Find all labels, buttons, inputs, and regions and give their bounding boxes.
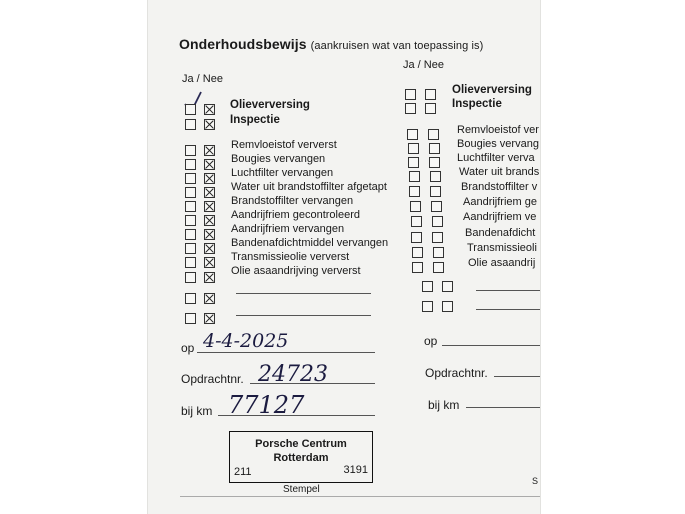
nee-checkbox[interactable] [204,173,215,184]
nee-checkbox[interactable] [428,129,439,140]
ja-checkbox[interactable] [405,103,416,114]
ja-checkbox[interactable] [185,187,196,198]
ja-checkbox[interactable] [408,143,419,154]
ja-checkbox[interactable] [407,129,418,140]
form-title [179,36,483,52]
ja-checkbox[interactable] [185,145,196,156]
edge-letter: S [532,476,539,486]
right-km-line [466,407,540,408]
ja-checkbox[interactable] [412,247,423,258]
nee-checkbox[interactable] [430,186,441,197]
ja-checkbox[interactable] [422,281,433,292]
right-blank-line [476,290,540,291]
nee-checkbox[interactable] [433,262,444,273]
ja-checkbox[interactable] [405,89,416,100]
ja-checkbox[interactable] [185,104,196,115]
ja-checkbox[interactable] [411,216,422,227]
nee-checkbox[interactable] [431,201,442,212]
right-item: Brandstoffilter v [461,181,538,193]
nee-checkbox[interactable] [429,143,440,154]
stamp-left-number: 211 [234,466,252,478]
nee-checkbox[interactable] [432,232,443,243]
right-header-olieverversing: Olieverversing [452,84,532,96]
right-item: Aandrijfriem ge [463,196,537,208]
handwritten-date: 4-4-2025 [203,330,289,352]
left-item: Aandrijfriem vervangen [231,223,345,235]
ja-checkbox[interactable] [409,186,420,197]
stamp-line2: Rotterdam [273,452,329,464]
op-line [197,352,375,353]
ja-checkbox[interactable] [185,257,196,268]
right-item: Water uit brands [459,166,540,178]
ja-checkbox[interactable] [185,293,196,304]
ja-checkbox[interactable] [411,232,422,243]
nee-checkbox[interactable] [204,257,215,268]
right-header-inspectie: Inspectie [452,98,502,110]
nee-checkbox[interactable] [204,145,215,156]
opdracht-label: Opdrachtnr. [181,372,244,386]
left-item: Luchtfilter vervangen [231,167,334,179]
left-item: Bougies vervangen [231,153,326,165]
nee-checkbox[interactable] [204,187,215,198]
ja-checkbox[interactable] [185,119,196,130]
ja-checkbox[interactable] [185,272,196,283]
nee-checkbox[interactable] [425,89,436,100]
ja-checkbox[interactable] [185,173,196,184]
right-op-label: op [424,334,438,348]
nee-checkbox[interactable] [433,247,444,258]
left-header-olieverversing: Olieverversing [230,99,310,111]
km-label: bij km [181,404,213,418]
left-blank-line [236,293,371,294]
nee-checkbox[interactable] [204,119,215,130]
right-item: Bougies vervang [457,138,539,150]
left-item: Water uit brandstoffilter afgetapt [231,181,387,193]
left-item: Remvloeistof ververst [231,139,337,151]
ja-checkbox[interactable] [410,201,421,212]
nee-checkbox[interactable] [204,104,215,115]
handwritten-opdrachtnr: 24723 [258,362,328,387]
ja-checkbox[interactable] [185,201,196,212]
title-text: Onderhoudsbewijs [179,36,307,52]
nee-checkbox[interactable] [204,293,215,304]
right-item: Olie asaandrij [468,257,536,269]
ja-checkbox[interactable] [409,171,420,182]
left-item: Aandrijfriem gecontroleerd [231,209,361,221]
nee-checkbox[interactable] [204,272,215,283]
title-subtitle: (aankruisen wat van toepassing is) [310,40,484,52]
ja-checkbox[interactable] [185,313,196,324]
right-opdracht-label: Opdrachtnr. [425,366,488,380]
ja-checkbox[interactable] [412,262,423,273]
stempel-label: Stempel [283,484,320,495]
bottom-line [180,496,540,497]
left-item: Transmissieolie ververst [231,251,350,263]
right-item: Transmissieoli [467,242,537,254]
nee-checkbox[interactable] [204,313,215,324]
nee-checkbox[interactable] [204,243,215,254]
nee-checkbox[interactable] [442,281,453,292]
left-header-inspectie: Inspectie [230,114,280,126]
ja-checkbox[interactable] [185,215,196,226]
right-item: Luchtfilter verva [457,152,535,164]
ja-checkbox[interactable] [185,229,196,240]
right-op-line [442,345,540,346]
ja-checkbox[interactable] [422,301,433,312]
nee-checkbox[interactable] [204,201,215,212]
left-item: Bandenafdichtmiddel vervangen [231,237,389,249]
stamp-line1: Porsche Centrum [255,438,347,450]
nee-checkbox[interactable] [442,301,453,312]
op-label: op [181,341,195,355]
left-item: Brandstoffilter vervangen [231,195,354,207]
nee-checkbox[interactable] [204,215,215,226]
right-item: Aandrijfriem ve [463,211,537,223]
right-item: Bandenafdicht [465,227,536,239]
nee-checkbox[interactable] [429,157,440,168]
nee-checkbox[interactable] [204,229,215,240]
stamp-right-number: 3191 [343,464,368,476]
handwritten-km: 77127 [228,391,305,419]
nee-checkbox[interactable] [432,216,443,227]
nee-checkbox[interactable] [425,103,436,114]
left-item: Olie asaandrijving ververst [231,265,361,277]
right-ja-nee-header: Ja / Nee [403,59,444,71]
ja-checkbox[interactable] [185,159,196,170]
ja-checkbox[interactable] [408,157,419,168]
nee-checkbox[interactable] [204,159,215,170]
left-ja-nee-header: Ja / Nee [182,73,223,85]
right-blank-line [476,309,540,310]
dealer-stamp [229,431,373,483]
ja-checkbox[interactable] [185,243,196,254]
right-item: Remvloeistof ver [457,124,539,136]
right-km-label: bij km [428,398,460,412]
right-opdracht-line [494,376,540,377]
nee-checkbox[interactable] [430,171,441,182]
left-blank-line [236,315,371,316]
